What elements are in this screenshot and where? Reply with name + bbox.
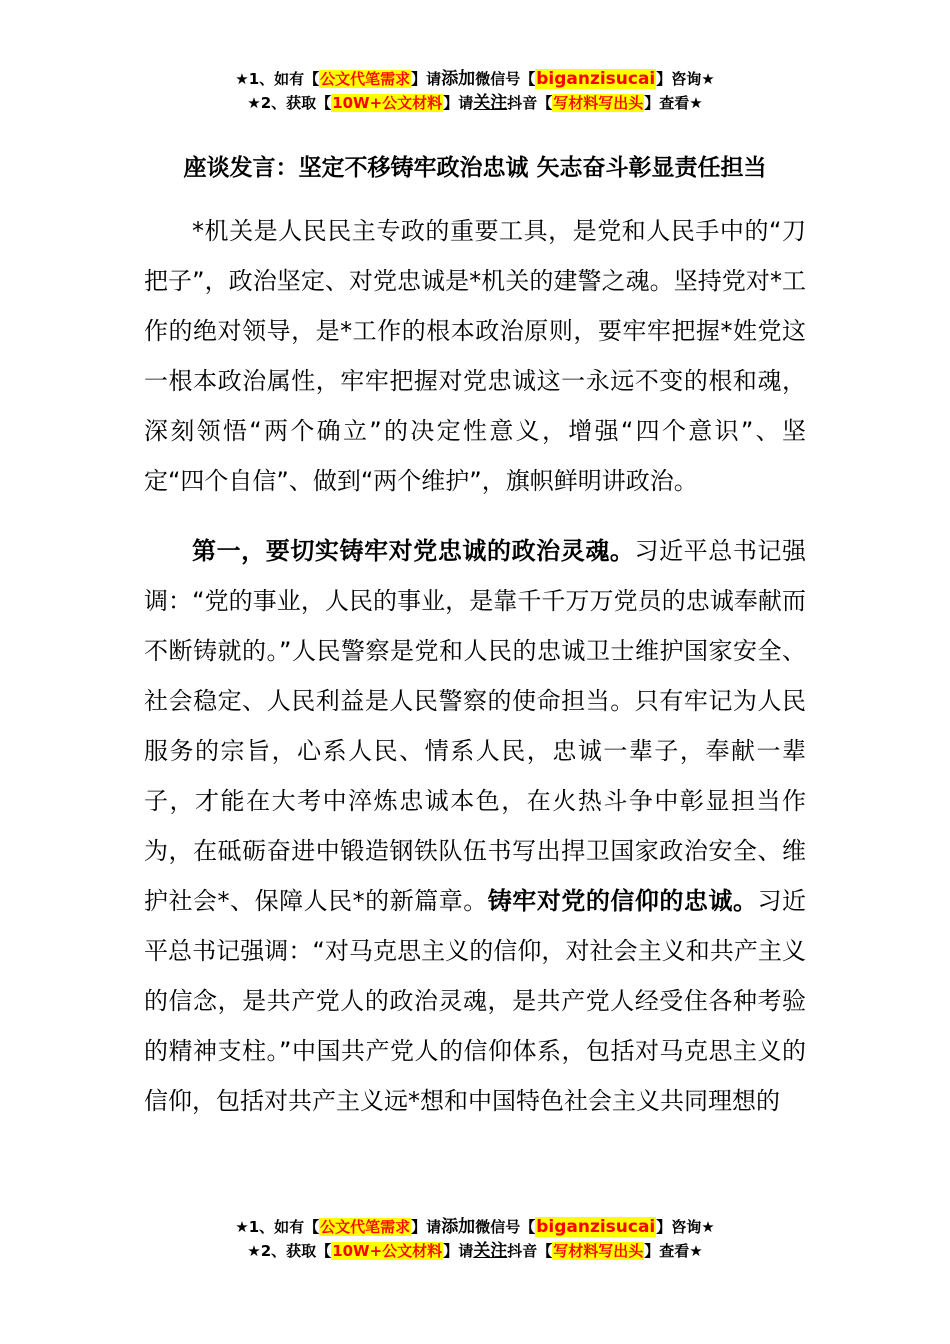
promo-text: 微信号【 [475, 70, 536, 88]
promo-line-1 [0, 67, 950, 91]
promo-highlight: 10W+公文材料 [332, 1242, 443, 1260]
promo-text: ★1、如有【 [235, 1218, 320, 1236]
promo-emphasis: 添加 [441, 1217, 476, 1237]
promo-text: ★2、获取【 [247, 94, 332, 112]
promo-highlight: 公文代笔需求 [320, 1218, 411, 1236]
promo-text: 】咨询★ [656, 70, 715, 88]
promo-highlight: 公文代笔需求 [320, 70, 411, 88]
promo-text: 】请 [411, 1218, 442, 1236]
subsection-heading: 铸牢对党的信仰的忠诚。 [487, 887, 758, 915]
promo-text: 抖音【 [507, 94, 553, 112]
document-title: 座谈发言：坚定不移铸牢政治忠诚 矢志奋斗彰显责任担当 [183, 155, 767, 181]
promo-douyin-id: 写材料写出头 [553, 1242, 644, 1260]
promo-text: 抖音【 [507, 1242, 553, 1260]
promo-wechat-id: biganzisucai [536, 1217, 656, 1237]
document-body [144, 206, 806, 1126]
promo-line-2 [0, 91, 950, 115]
promo-emphasis: 关注 [473, 1241, 508, 1261]
promo-text: 】查看★ [644, 94, 703, 112]
paragraph-text: 习近平总书记强调：“党的事业，人民的事业，是靠千千万万党员的忠诚奉献而不断铸就的。”人民警察是党和人民的忠诚卫士维护国家安全、社会稳定、人民利益是人民警察的使命担当。只有牢记为人民服务的宗旨，心系人民、情系人民，忠诚一辈子，奉献一辈子，才能在大考中淬炼忠诚本色，在火热斗争中彰显担当作为，在砥砺奋进中锻造钢铁队伍书写出捍卫国家政治安全、维护社会*、保障人民*的新篇章。 [144, 537, 806, 915]
promo-text: ★2、获取【 [247, 1242, 332, 1260]
promo-text: 】咨询★ [656, 1218, 715, 1236]
promo-banner-top [0, 67, 950, 115]
promo-banner-bottom [0, 1215, 950, 1263]
promo-text: 】查看★ [644, 1242, 703, 1260]
promo-emphasis: 添加 [441, 69, 476, 89]
paragraph-first-point [144, 526, 806, 1126]
paragraph-text: 习近平总书记强调：“对马克思主义的信仰，对社会主义和共产主义的信念，是共产党人的政治灵魂，是共产党人经受住各种考验的精神支柱。”中国共产党人的信仰体系，包括对马克思主义的信仰，包括对共产主义远*想和中国特色社会主义共同理想的 [144, 887, 807, 1115]
promo-text: 】请 [443, 94, 474, 112]
promo-highlight: 10W+公文材料 [332, 94, 443, 112]
promo-wechat-id: biganzisucai [536, 69, 656, 89]
promo-douyin-id: 写材料写出头 [553, 94, 644, 112]
promo-emphasis: 关注 [473, 93, 508, 113]
section-heading: 第一，要切实铸牢对党忠诚的政治灵魂。 [192, 537, 635, 565]
promo-line-2 [0, 1239, 950, 1263]
promo-text: 微信号【 [475, 1218, 536, 1236]
promo-text: ★1、如有【 [235, 70, 320, 88]
paragraph-intro: *机关是人民民主专政的重要工具，是党和人民手中的“刀把子”，政治坚定、对党忠诚是*机关的建警之魂。坚持党对*工作的绝对领导，是*工作的根本政治原则，要牢牢把握*姓党这一根本政治属性，牢牢把握对党忠诚这一永远不变的根和魂，深刻领悟“两个确立”的决定性意义，增强“四个意识”、坚定“四个自信”、做到“两个维护”，旗帜鲜明讲政治。 [144, 217, 806, 495]
promo-text: 】请 [443, 1242, 474, 1260]
promo-line-1 [0, 1215, 950, 1239]
promo-text: 】请 [411, 70, 442, 88]
